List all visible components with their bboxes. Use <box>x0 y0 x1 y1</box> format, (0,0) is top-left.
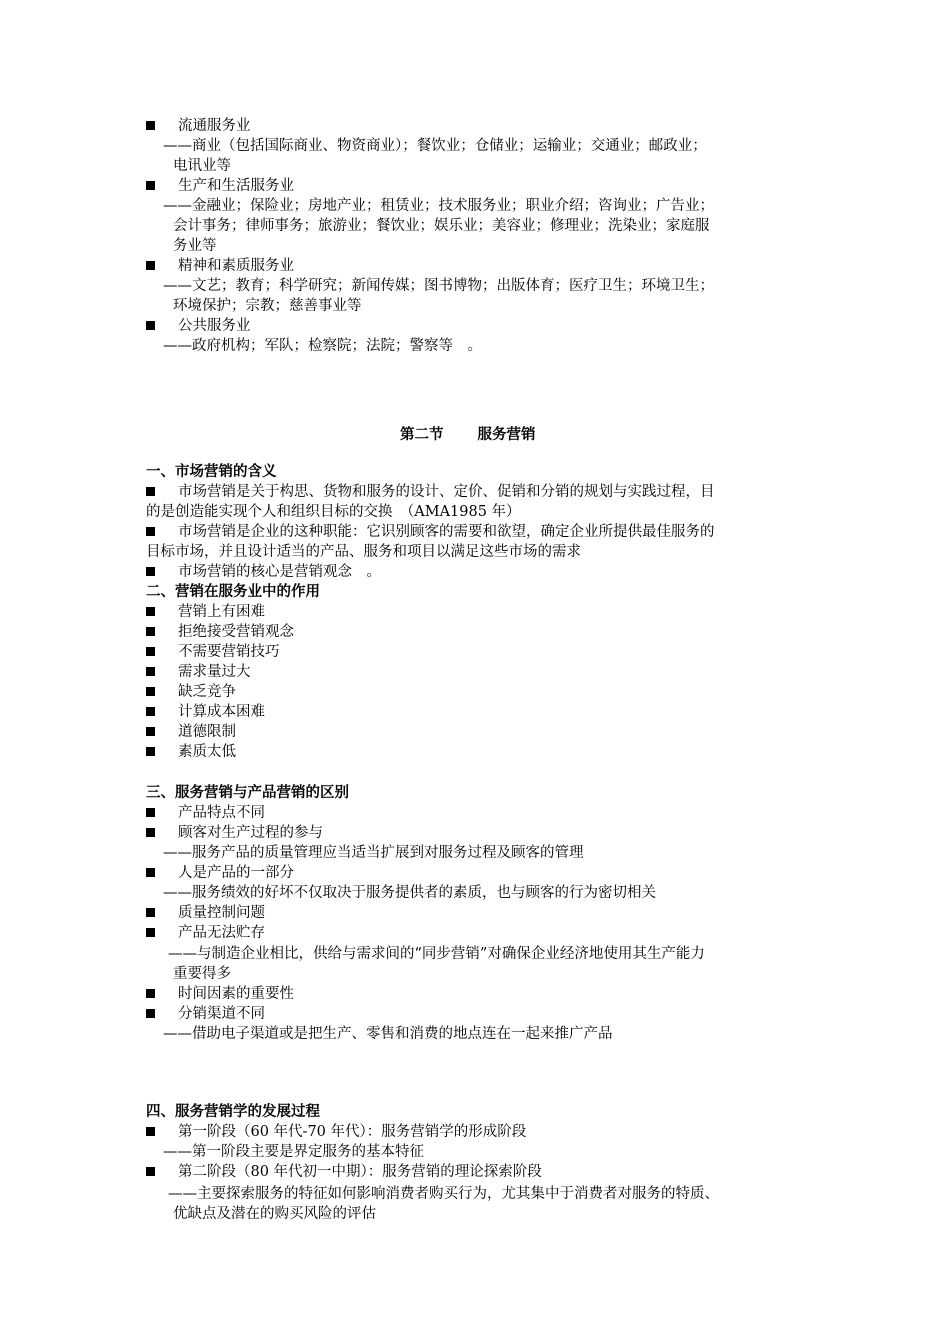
list-item-detail: ——服务绩效的好坏不仅取决于服务提供者的素质，也与顾客的行为密切相关 <box>163 885 656 901</box>
paragraph: 市场营销的核心是营销观念 。 <box>0 562 950 582</box>
list-item-detail: ——借助电子渠道或是把生产、零售和消费的地点连在一起来推广产品 <box>163 1026 613 1042</box>
square-bullet-icon <box>146 928 155 937</box>
list-item: 公共服务业 <box>0 316 950 336</box>
square-bullet-icon <box>146 828 155 837</box>
list-item-detail: ——商业（包括国际商业、物资商业）；餐饮业；仓储业；运输业；交通业；邮政业； <box>163 138 707 154</box>
list-item: 第一阶段（60 年代-70 年代）：服务营销学的形成阶段 <box>0 1122 950 1142</box>
list-item-detail: ——主要探索服务的特征如何影响消费者购买行为，尤其集中于消费者对服务的特质、 <box>168 1186 719 1202</box>
list-item: 营销上有困难 <box>0 602 950 622</box>
square-bullet-icon <box>146 747 155 756</box>
square-bullet-icon <box>146 527 155 536</box>
square-bullet-icon <box>146 181 155 190</box>
square-bullet-icon <box>146 261 155 270</box>
list-item-detail: 重要得多 <box>173 966 231 982</box>
section-heading: 二、营销在服务业中的作用 <box>146 583 320 600</box>
list-item: 拒绝接受营销观念 <box>0 622 950 642</box>
list-item-detail: 务业等 <box>173 238 217 254</box>
list-item-detail: 环境保护；宗教；慈善事业等 <box>173 298 362 314</box>
square-bullet-icon <box>146 647 155 656</box>
paragraph-line: 的是创造能实现个人和组织目标的交换 （AMA1985 年） <box>146 504 521 520</box>
square-bullet-icon <box>146 607 155 616</box>
list-item: 生产和生活服务业 <box>0 176 950 196</box>
square-bullet-icon <box>146 868 155 877</box>
list-item: 计算成本困难 <box>0 702 950 722</box>
list-item-detail: 电讯业等 <box>173 158 231 174</box>
square-bullet-icon <box>146 727 155 736</box>
list-item-detail: ——文艺；教育；科学研究；新闻传媒；图书博物；出版体育；医疗卫生；环境卫生； <box>163 278 714 294</box>
list-item-detail: ——与制造企业相比，供给与需求间的“同步营销”对确保企业经济地使用其生产能力 <box>168 946 705 962</box>
square-bullet-icon <box>146 487 155 496</box>
square-bullet-icon <box>146 567 155 576</box>
list-item: 需求量过大 <box>0 662 950 682</box>
square-bullet-icon <box>146 908 155 917</box>
square-bullet-icon <box>146 667 155 676</box>
list-item: 产品无法贮存 <box>0 923 950 943</box>
paragraph-line: 目标市场，并且设计适当的产品、服务和项目以满足这些市场的需求 <box>146 544 581 560</box>
square-bullet-icon <box>146 121 155 130</box>
section-heading: 三、服务营销与产品营销的区别 <box>146 784 349 801</box>
square-bullet-icon <box>146 1009 155 1018</box>
list-item-detail: ——服务产品的质量管理应当适当扩展到对服务过程及顾客的管理 <box>163 845 584 861</box>
list-item: 精神和素质服务业 <box>0 256 950 276</box>
section-heading: 四、服务营销学的发展过程 <box>146 1103 320 1120</box>
list-item: 缺乏竞争 <box>0 682 950 702</box>
square-bullet-icon <box>146 989 155 998</box>
list-item: 第二阶段（80 年代初一中期）：服务营销的理论探索阶段 <box>0 1162 950 1182</box>
square-bullet-icon <box>146 321 155 330</box>
list-item: 人是产品的一部分 <box>0 863 950 883</box>
list-item: 道德限制 <box>0 722 950 742</box>
list-item: 流通服务业 <box>0 116 950 136</box>
paragraph: 市场营销是企业的这种职能：它识别顾客的需要和欲望，确定企业所提供最佳服务的 <box>0 522 950 542</box>
list-item: 产品特点不同 <box>0 803 950 823</box>
square-bullet-icon <box>146 627 155 636</box>
paragraph: 市场营销是关于构思、货物和服务的设计、定价、促销和分销的规划与实践过程，目 <box>0 482 950 502</box>
list-item: 质量控制问题 <box>0 903 950 923</box>
square-bullet-icon <box>146 808 155 817</box>
list-item-detail: 会计事务；律师事务；旅游业；餐饮业；娱乐业；美容业；修理业；洗染业；家庭服 <box>173 218 710 234</box>
square-bullet-icon <box>146 707 155 716</box>
section-title: 第二节 服务营销 <box>400 426 536 443</box>
list-item-detail: ——第一阶段主要是界定服务的基本特征 <box>163 1144 424 1160</box>
list-item: 不需要营销技巧 <box>0 642 950 662</box>
square-bullet-icon <box>146 1127 155 1136</box>
list-item-detail: ——金融业；保险业；房地产业；租赁业；技术服务业；职业介绍；咨询业；广告业； <box>163 198 714 214</box>
list-item: 素质太低 <box>0 742 950 762</box>
list-item-detail: ——政府机构；军队；检察院；法院；警察等 。 <box>163 338 482 354</box>
list-item: 时间因素的重要性 <box>0 984 950 1004</box>
list-item: 顾客对生产过程的参与 <box>0 823 950 843</box>
list-item: 分销渠道不同 <box>0 1004 950 1024</box>
square-bullet-icon <box>146 1167 155 1176</box>
square-bullet-icon <box>146 687 155 696</box>
list-item-detail: 优缺点及潜在的购买风险的评估 <box>173 1206 376 1222</box>
section-heading: 一、市场营销的含义 <box>146 463 277 480</box>
